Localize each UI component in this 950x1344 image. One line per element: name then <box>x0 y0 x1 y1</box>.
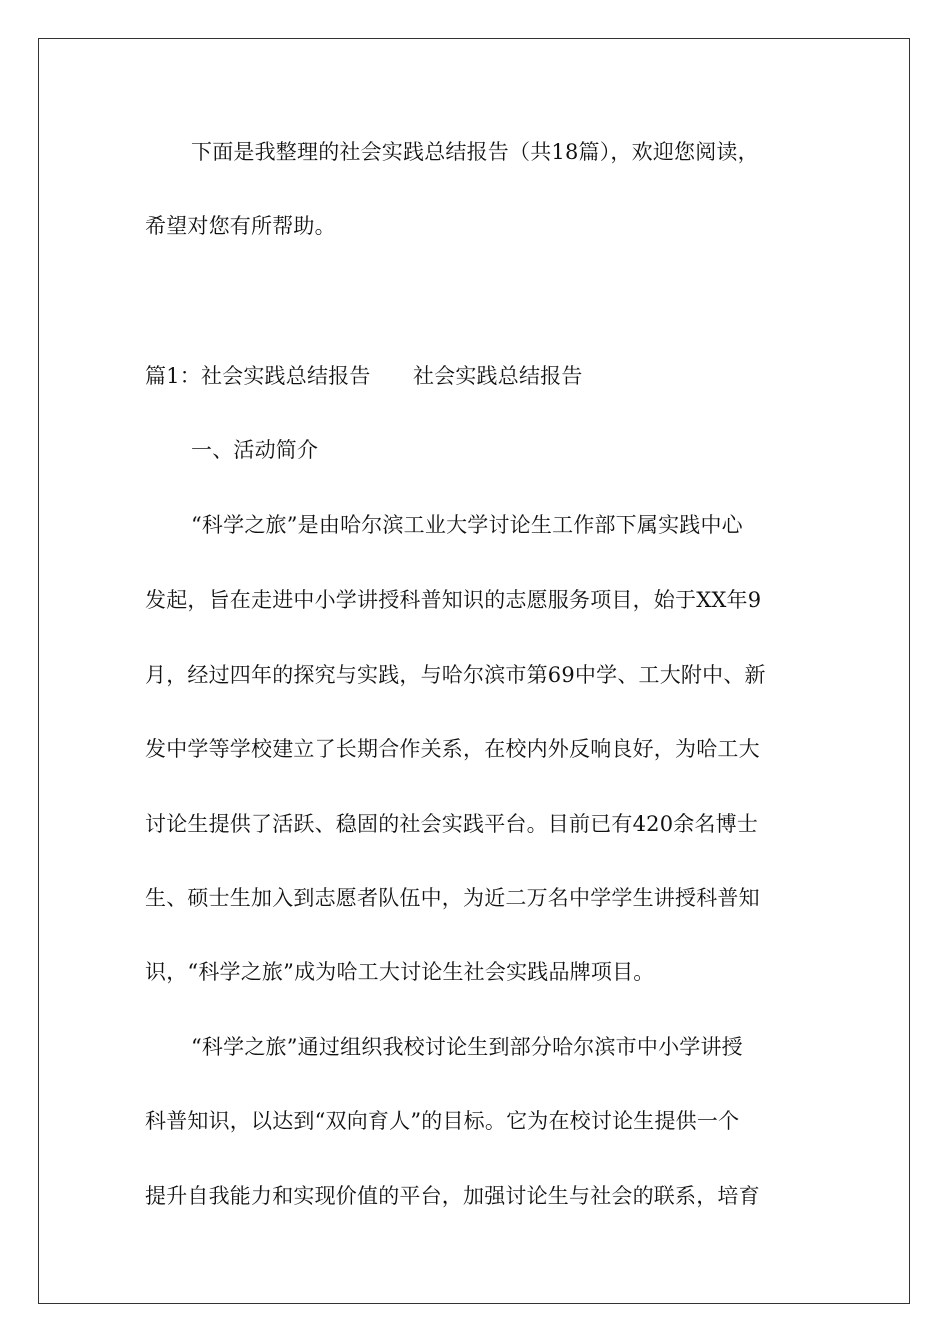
paragraph-2-line-2: 科普知识，以达到“双向育人”的目标。它为在校讨论生提供一个 <box>145 1109 740 1133</box>
paragraph-2-line-1: “科学之旅”通过组织我校讨论生到部分哈尔滨市中小学讲授 <box>191 1035 743 1059</box>
section-heading: 一、活动简介 <box>191 438 319 462</box>
paragraph-1-line-6: 生、硕士生加入到志愿者队伍中，为近二万名中学学生讲授科普知 <box>145 886 760 910</box>
chapter-heading: 篇1：社会实践总结报告 社会实践总结报告 <box>145 364 583 388</box>
paragraph-1-line-7: 识，“科学之旅”成为哈工大讨论生社会实践品牌项目。 <box>145 960 655 984</box>
paragraph-1-line-1: “科学之旅”是由哈尔滨工业大学讨论生工作部下属实践中心 <box>191 513 743 537</box>
paragraph-2-line-3: 提升自我能力和实现价值的平台，加强讨论生与社会的联系，培育 <box>145 1184 760 1208</box>
intro-line-1: 下面是我整理的社会实践总结报告（共18篇），欢迎您阅读， <box>191 140 759 164</box>
intro-line-2: 希望对您有所帮助。 <box>145 214 336 238</box>
paragraph-1-line-4: 发中学等学校建立了长期合作关系，在校内外反响良好，为哈工大 <box>145 737 760 761</box>
paragraph-1-line-2: 发起，旨在走进中小学讲授科普知识的志愿服务项目，始于XX年9 <box>145 588 762 612</box>
paragraph-1-line-3: 月，经过四年的探究与实践，与哈尔滨市第69中学、工大附中、新 <box>145 663 766 687</box>
paragraph-1-line-5: 讨论生提供了活跃、稳固的社会实践平台。目前已有420余名博士 <box>145 812 759 836</box>
